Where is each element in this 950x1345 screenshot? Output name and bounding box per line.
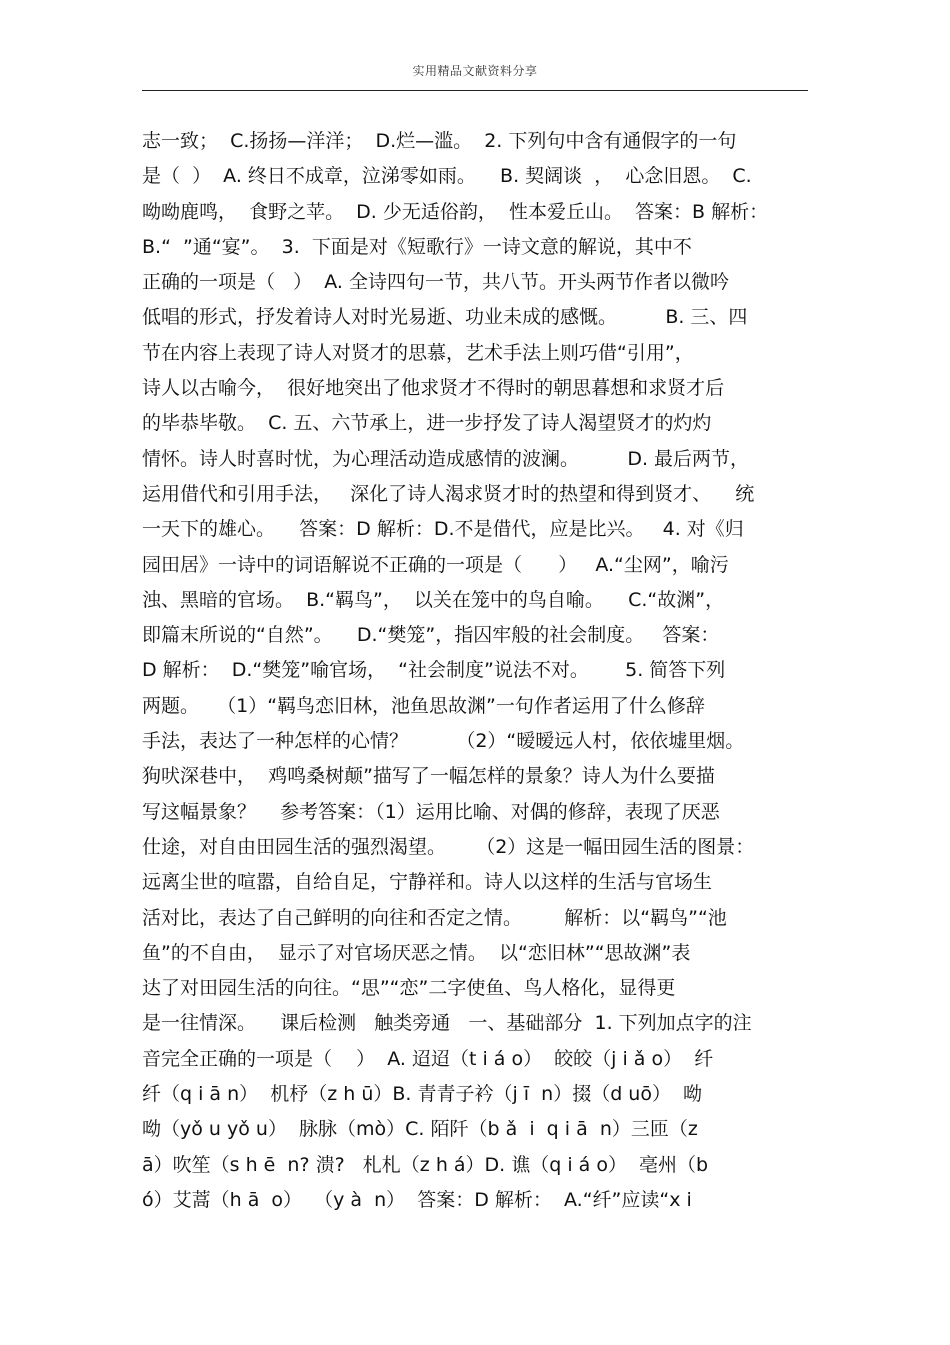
text-line: ó）艾蒿（h ā o） （y à n） 答案：D 解析： A.“纤”应读“x i xyxy=(142,1188,692,1211)
text-line: 纤（q i ā n） 机杼（z h ū）B. 青青子衿（j ī n）掇（d uō） 呦 xyxy=(142,1083,703,1106)
text-line: 低唱的形式，抒发着诗人对时光易逝、功业未成的感慨。 B. 三、四 xyxy=(142,306,748,329)
text-line: 呦（yǒ u yǒ u） 脉脉（mò）C. 陌阡（b ǎ i q i ā n）三匝（z xyxy=(142,1118,698,1141)
text-line: B.“ ”通“宴”。 3. 下面是对《短歌行》一诗文意的解说，其中不 xyxy=(142,235,692,258)
text-line: 情怀。诗人时喜时忧，为心理活动造成感情的波澜。 D. 最后两节， xyxy=(142,447,750,470)
text-line: 音完全正确的一项是（ ） A. 迢迢（t i á o） 皎皎（j i ǎ o） 纤 xyxy=(142,1047,714,1070)
text-line: 诗人以古喻今， 很好地突出了他求贤才不得时的朝思暮想和求贤才后 xyxy=(142,377,725,400)
text-line: 手法，表达了一种怎样的心情？ （2）“暧暧远人村，依依墟里烟。 xyxy=(142,730,745,753)
text-line: 节在内容上表现了诗人对贤才的思慕，艺术手法上则巧借“引用”， xyxy=(142,341,694,364)
text-line: 仕途，对自由田园生活的强烈渴望。 （2）这是一幅田园生活的图景： xyxy=(142,835,755,858)
text-line: 即篇末所说的“自然”。 D.“樊笼”，指囚牢般的社会制度。 答案： xyxy=(142,624,720,647)
text-line: 写这幅景象？ 参考答案：（1）运用比喻、对偶的修辞，表现了厌恶 xyxy=(142,800,720,823)
text-line: 远离尘世的喧嚣，自给自足，宁静祥和。诗人以这样的生活与官场生 xyxy=(142,871,713,894)
text-line: 运用借代和引用手法， 深化了诗人渴求贤才时的热望和得到贤才、 统 xyxy=(142,482,755,505)
text-line: 活对比，表达了自己鲜明的向往和否定之情。 解析：以“羁鸟”“池 xyxy=(142,906,727,929)
text-line: 达了对田园生活的向往。“思”“恋”二字使鱼、鸟人格化，显得更 xyxy=(142,977,676,1000)
text-line: 呦呦鹿鸣， 食野之苹。 D. 少无适俗韵， 性本爱丘山。 答案：B 解析： xyxy=(142,200,769,223)
text-line: 狗吠深巷中， 鸡鸣桑树颠”描写了一幅怎样的景象？诗人为什么要描 xyxy=(142,765,715,788)
text-line: 园田居》一诗中的词语解说不正确的一项是（ ） A.“尘网”，喻污 xyxy=(142,553,729,576)
text-line: 是（ ） A. 终日不成章，泣涕零如雨。 B. 契阔谈 ， 心念旧恩。 C. xyxy=(142,165,752,188)
text-line: D 解析： D.“樊笼”喻官场， “社会制度”说法不对。 5. 简答下列 xyxy=(142,659,726,682)
text-line: 浊、黑暗的官场。 B.“羁鸟”， 以关在笼中的鸟自喻。 C.“故渊”， xyxy=(142,588,725,611)
text-line: 志一致； C.扬扬—洋洋； D.烂—滥。 2. 下列句中含有通假字的一句 xyxy=(142,130,737,152)
text-line: 正确的一项是（ ） A. 全诗四句一节，共八节。开头两节作者以微吟 xyxy=(142,271,729,294)
text-line: 是一往情深。 课后检测 触类旁通 一、基础部分 1. 下列加点字的注 xyxy=(142,1012,752,1035)
text-line: 鱼”的不自由， 显示了对官场厌恶之情。 以“恋旧林”“思故渊”表 xyxy=(142,941,691,964)
page-header-title: 实用精品文献资料分享 xyxy=(412,64,538,78)
text-line: 一天下的雄心。 答案：D 解析：D.不是借代，应是比兴。 4. 对《归 xyxy=(142,518,744,541)
text-line: 的毕恭毕敬。 C. 五、六节承上，进一步抒发了诗人渴望贤才的灼灼 xyxy=(142,412,712,435)
document-body xyxy=(142,124,808,1218)
header-divider xyxy=(142,90,808,91)
text-line: 两题。 （1）“羁鸟恋旧林，池鱼思故渊”一句作者运用了什么修辞 xyxy=(142,694,705,717)
text-line: ā）吹笙（s h ē n? 溃? 札札（z h á）D. 谯（q i á o） 亳州（b xyxy=(142,1153,709,1176)
